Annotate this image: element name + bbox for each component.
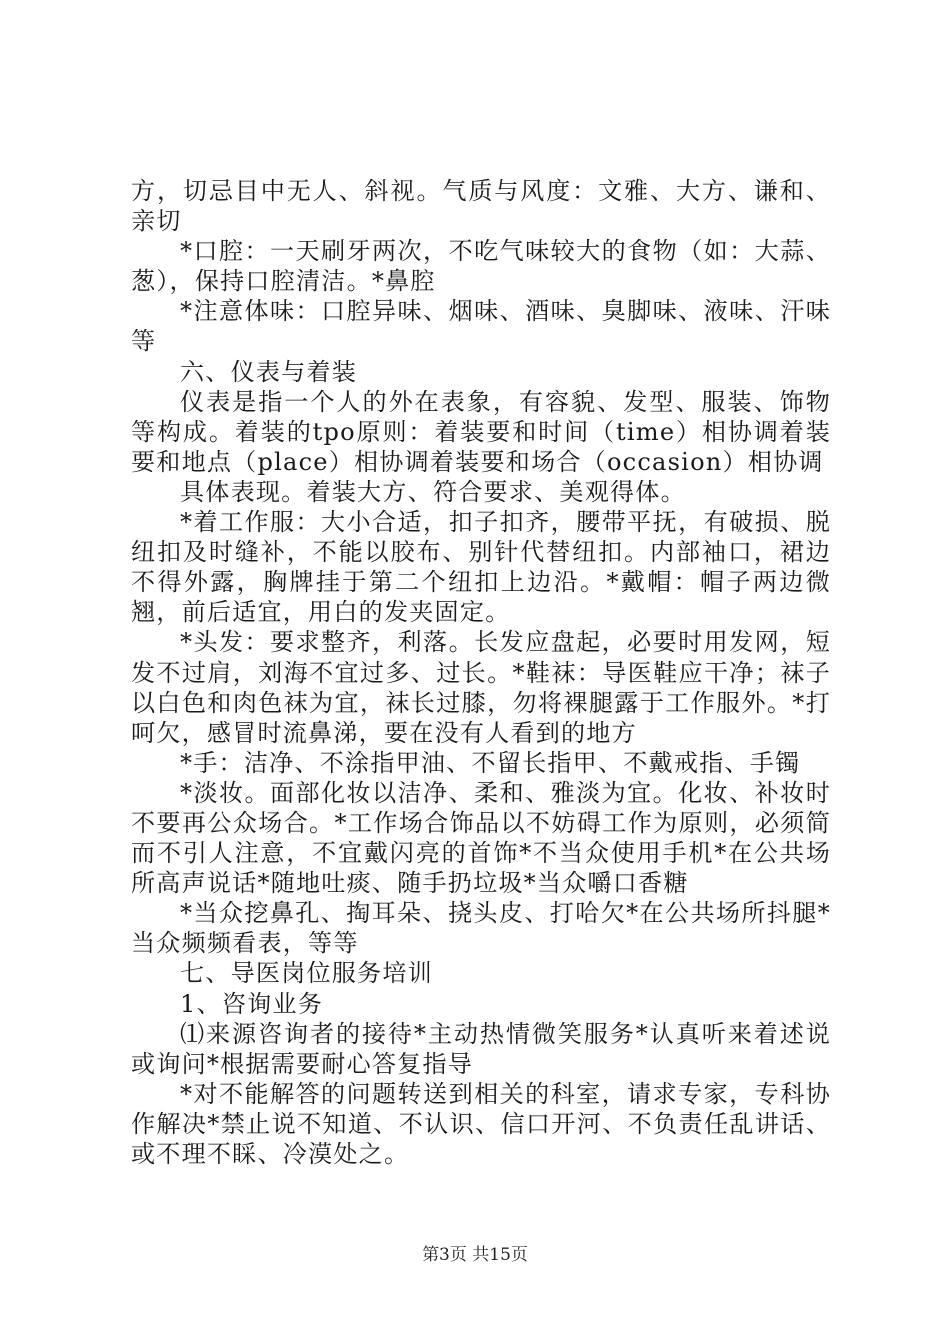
paragraph-0: 方，切忌目中无人、斜视。气质与风度：文雅、大方、谦和、亲切 <box>131 177 831 236</box>
page-footer <box>0 1244 950 1266</box>
paragraph-13: ⑴来源咨询者的接待*主动热情微笑服务*认真听来着述说或询问*根据需要耐心答复指导 <box>131 1019 831 1078</box>
page-number-label: 第3页 共15页 <box>422 1245 528 1265</box>
paragraph-9: *淡妆。面部化妆以洁净、柔和、雅淡为宜。化妆、补妆时不要再公众场合。*工作场合饰品以不妨碍工作为原则，必须简而不引人注意，不宜戴闪亮的首饰*不当众使用手机*在公共场所高声说话*随地吐痰、随手扔垃圾*当众嚼口香糖 <box>131 778 831 898</box>
section-heading-7: 七、导医岗位服务培训 <box>180 959 433 988</box>
paragraph-10: *当众挖鼻孔、掏耳朵、挠头皮、打哈欠*在公共场所抖腿*当众频频看表，等等 <box>131 899 831 958</box>
subsection-heading-1: 1、咨询业务 <box>180 989 323 1018</box>
paragraph-7: *头发：要求整齐，利落。长发应盘起，必要时用发网，短发不过肩，刘海不宜过多、过长。*鞋袜：导医鞋应干净；袜子以白色和肉色袜为宜，袜长过膝，勿将裸腿露于工作服外。*打呵欠，感冒时流鼻涕，要在没有人看到的地方 <box>131 628 831 747</box>
paragraph-5: 具体表现。着装大方、符合要求、美观得体。 <box>180 477 686 506</box>
paragraph-2: *注意体味：口腔异味、烟味、酒味、臭脚味、液味、汗味等 <box>131 297 831 356</box>
paragraph-1: *口腔：一天刷牙两次，不吃气味较大的食物（如：大蒜、葱），保持口腔清洁。*鼻腔 <box>131 237 831 296</box>
paragraph-6: *着工作服：大小合适，扣子扣齐，腰带平抚，有破损、脱纽扣及时缝补，不能以胶布、别针代替纽扣。内部袖口，裙边不得外露，胸牌挂于第二个纽扣上边沿。*戴帽：帽子两边微翘，前后适宜，用白的发夹固定。 <box>131 508 831 627</box>
paragraph-8: *手：洁净、不涂指甲油、不留长指甲、不戴戒指、手镯 <box>180 748 801 777</box>
paragraph-4: 仪表是指一个人的外在表象，有容貌、发型、服装、饰物等构成。着装的tpo原则：着装要和时间（time）相协调着装要和地点（place）相协调着装要和场合（occasion）相协调 <box>131 387 831 476</box>
document-body <box>131 176 831 1169</box>
section-heading-6: 六、仪表与着装 <box>180 357 358 386</box>
paragraph-14: *对不能解答的问题转送到相关的科室，请求专家，专科协作解决*禁止说不知道、不认识、信口开河、不负责任乱讲话、或不理不睬、冷漠处之。 <box>131 1079 831 1168</box>
